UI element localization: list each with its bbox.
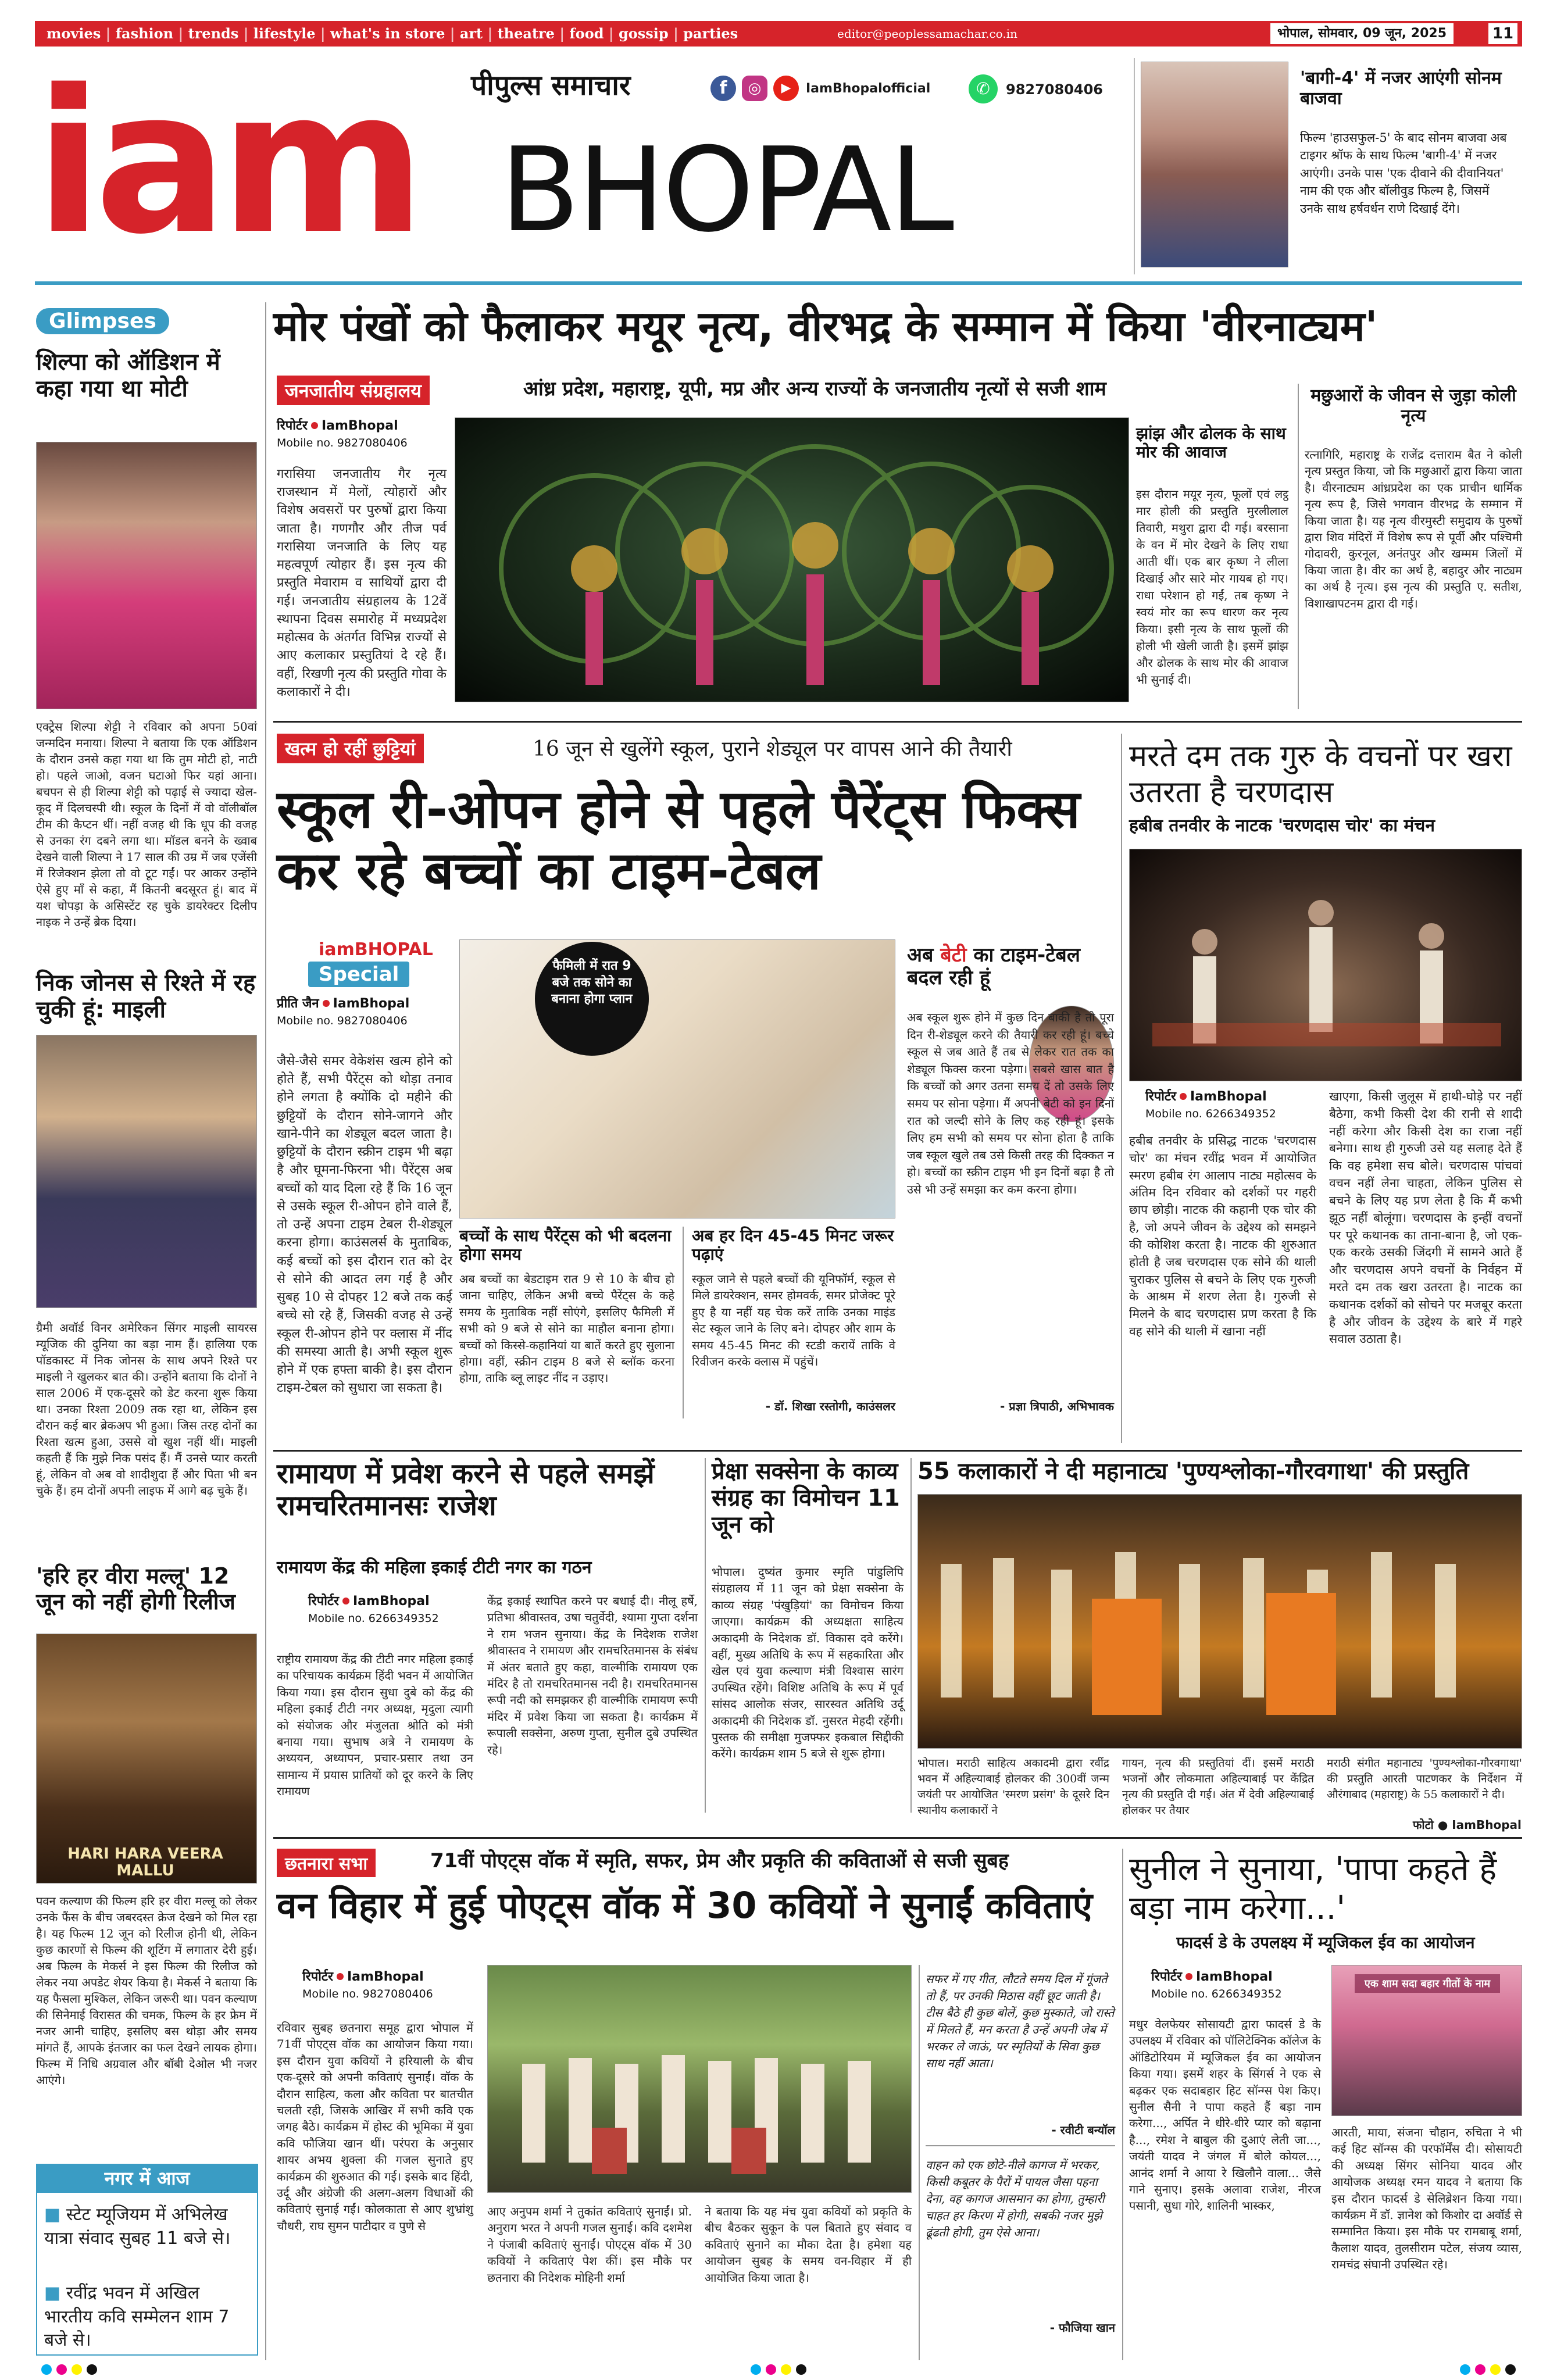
glimpse-body: पवन कल्याण की फिल्म हरि हर वीरा मल्लू को लेकर उनके फैंस के बीच जबरदस्त क्रेज देखने को मिल रहा है। यह फिल्म 12 जून को रिलीज होनी थी, लेकिन कुछ कारणों से फिल्म की शूटिंग में लगातार देरी हुई। अब फिल्म के मेकर्स ने इस फिल्म की रिलीज को लेकर नया अपडेट शेयर किया है। मेकर्स ने बताया कि यह फैसला मुश्किल, लेकिन जरूरी था। पवन कल्याण की सिनेमाई विरासत की चमक, फिल्म के हर फ्रेम में नजर आनी चाहिए, इसलिए बस थोड़ा और समय मांगते हैं, आपके इंतजार का फल देखने लायक होगा। फिल्म में निधि अग्रवाल और बॉबी देओल भी नजर आएंगे।	[36, 1894, 257, 2087]
lead-byline: रिपोर्टर IamBhopal Mobile no. 9827080406	[277, 419, 408, 449]
charandas-body: हबीब तनवीर के प्रसिद्ध नाटक 'चरणदास चोर' का मंचन रवींद्र भवन में आयोजित स्मरण हबीब रंग आलाप नाट्य महोत्सव के अंतिम दिन रविवार को दर्शकों पर गहरी छाप छोड़ी। नाटक की कहानी एक चोर की है, जो अपने जीवन के उद्देश्य को समझने की कोशिश करता है। नाटक की शुरुआत होती है जब चरणदास एक सोने की थाली चुराकर पुलिस से बचने के लिए एक गुरुजी के आश्रम में शरण लेता है। गुरुजी से मिलने के बाद चरणदास प्रण करता है कि वह सोने की थाली में खाना नहीं	[1129, 1134, 1316, 1338]
column-divider	[705, 1458, 706, 1813]
lead-headline: मोर पंखों को फैलाकर मयूर नृत्य, वीरभद्र के सम्मान में किया 'वीरनाट्यम'	[273, 302, 1378, 351]
instagram-icon[interactable]: ◎	[742, 76, 767, 101]
punyashloka-text: मराठी संगीत महानाट्य 'पुण्यश्लोका-गौरवगाथा' की प्रस्तुति आरती पाटणकर के निर्देशन में औरंगाबाद (महाराष्ट्र) के 55 कलाकारों ने दी।	[1327, 1757, 1522, 1801]
section-tag: जनजातीय संग्रहालय	[277, 376, 430, 405]
side-head: झांझ और ढोलक के साथ मोर की आवाज	[1136, 424, 1286, 462]
box-signature: - डॉ. शिखा रस्तोगी, काउंसलर	[765, 1399, 895, 1413]
teaser-title: 'बागी-4' में नजर आएंगी सोनम बाजवा	[1300, 68, 1502, 109]
nav-item[interactable]: movies	[47, 25, 101, 42]
poem-signature: - रवीटी बन्यॉल	[1051, 2123, 1115, 2137]
nav-item[interactable]: lifestyle	[253, 25, 316, 42]
column-divider	[910, 1458, 912, 1813]
school-kicker: 16 जून से खुलेंगे स्कूल, पुराने शेड्यूल पर वापस आने की तैयारी	[533, 737, 1012, 761]
punyashloka-text: भोपाल। मराठी साहित्य अकादमी द्वारा रवींद्र भवन में अहिल्याबाई होलकर की 300वीं जन्म जयंती पर आयोजित 'स्मरण प्रसंग' के दूसरे दिन स्थानीय कलाकारों ने	[917, 1757, 1109, 1817]
logo-iam: iam	[35, 48, 418, 278]
nav-item[interactable]: fashion	[115, 25, 174, 42]
social-handle[interactable]: IamBhopalofficial	[806, 81, 931, 96]
sunil-body: मधुर वेलफेयर सोसायटी द्वारा फादर्स डे के उपलक्ष्य में रविवार को पॉलिटेक्निक कॉलेज के ऑडिटोरियम में म्यूजिकल ईव का आयोजन किया गया। इसमें शहर के सिंगर्स ने एक से बढ़कर एक सदाबहार हिट सॉन्ग्स पेश किए। सुनील सैनी ने पापा कहते हैं बड़ा नाम करेगा..., अर्पित ने धीरे-धीरे प्यार को बढ़ाना है..., रमेश ने बाबुल की दुआएं लेती जा..., जयंती यादव ने जंगल में बोले कोयल..., आनंद शर्मा ने आया रे खिलौने वाला... जैसे गाने सुनाए। इसके अलावा राजेश, नीरज पसानी, सुधा गोरे, शालिनी भास्कर,	[1129, 2017, 1321, 2213]
page-number: 11	[1488, 23, 1517, 44]
bullet-icon: ■	[44, 2204, 66, 2225]
teaser-photo	[1141, 62, 1288, 267]
stage-ensemble	[917, 1494, 1522, 1749]
charandas-headline: मरते दम तक गुरु के वचनों पर खरा उतरता है चरणदास	[1129, 739, 1512, 810]
box-body: स्कूल जाने से पहले बच्चों की यूनिफॉर्म, स्कूल से मिले डायरेक्शन, समर होमवर्क, समर प्रोजेक्ट पूरे हुए है या नहीं यह चेक करें ताकि उनका माइंड सेट स्कूल जाने के लिए बने। दोपहर और शाम के समय 45-45 मिनट की स्टडी करायें ताकि वे रिवीजन करके क्लास में पहुंचें।	[692, 1272, 895, 1368]
email-link[interactable]: editor@peoplessamachar.co.in	[837, 27, 1017, 41]
school-body: जैसे-जैसे समर वेकेशंस खत्म होने को होते हैं, सभी पैरेंट्स को थोड़ा तनाव होने लगता है क्योंकि दो महीने की छुट्टियों के दौरान सोने-जागने और खाने-पीने का शेड्यूल बदल जाता है। छुट्टियों के दौरान स्क्रीन टाइम भी बढ़ा है और घूमना-फिरना भी। पैरेंट्स अब बच्चों को याद दिला रहे हैं कि 16 जून से उसके स्कूल री-ओपन होने वाले हैं, तो उन्हें अपना टाइम टेबल री-शेड्यूल करना होगा। काउंसलर्स के मुताबिक, कई बच्चों को इस दौरान रात को देर से सोने की आदत लग गई है और सुबह 10 से दोपहर 12 बजे तक कई बच्चे सो रहे हैं, जिसकी वजह से उन्हें स्कूल री-ओपन होने पर क्लास में नींद की समस्या आती है। अभी स्कूल शुरू होने में एक हफ्ता बाकी है। इस दौरान टाइम-टेबल को सुधारा जा सकता है।	[277, 1054, 452, 1396]
whatsapp-icon[interactable]: ✆	[969, 74, 998, 103]
color-registration-bar	[35, 2364, 1522, 2375]
lead-subhead: आंध्र प्रदेश, महाराष्ट्र, यूपी, मप्र और अन्य राज्यों के जनजातीय नृत्यों से सजी शाम	[523, 377, 1106, 401]
poem-signature: - फौजिया खान	[1049, 2321, 1115, 2335]
special-label: Special	[308, 962, 409, 987]
column-divider	[1122, 1849, 1123, 2360]
event-banner: एक शाम सदा बहार गीतों के नाम	[1355, 1974, 1500, 1993]
brand-name: पीपुल्स समाचार	[471, 69, 631, 102]
glimpse-title: निक जोनस से रिश्ते में रह चुकी हूं: माइली	[36, 970, 256, 1023]
nav-item[interactable]: theatre	[497, 25, 555, 42]
city-today-label: नगर में आज	[36, 2164, 258, 2193]
box-body: अब बच्चों का बेडटाइम रात 9 से 10 के बीच हो जाना चाहिए, लेकिन अभी बच्चे पैरेंट्स के कहे समय के मुताबिक नहीं सोएंगे, इसलिए फैमिली में सभी को 9 बजे से सोने का माहौल बनाना होगा। बच्चों को किस्से-कहानियां या बातें करते हुए सुलाना होगा। वहीं, स्क्रीन टाइम 8 बजे से ब्लॉक करना होगा, ताकि ब्लू लाइट नींद न उड़ाए।	[459, 1272, 674, 1385]
masthead-rule	[35, 281, 1522, 285]
poets-body: आए अनुपम शर्मा ने तुकांत कविताएं सुनाईं। प्रो. अनुराग भरत ने अपनी गजल सुनाई। कवि दशमेश ने पंजाबी कविताएं सुनाईं। पोएट्स वॉक में 30 कवियों ने कविताएं पेश कीं। इस मौके पर छतनारा की निदेशक मोहिनी शर्मा	[487, 2204, 692, 2285]
poets-group	[487, 1965, 912, 2193]
glimpse-body: ग्रैमी अवॉर्ड विनर अमेरिकन सिंगर माइली सायरस म्यूजिक की दुनिया का बड़ा नाम हैं। हालिया एक पॉडकास्ट में निक जोनस के साथ अपने रिश्ते पर माइली ने खुलकर बात की। उन्होंने बताया कि दोनों ने साल 2006 में एक-दूसरे को डेट करना शुरू किया था। उनका रिश्ता 2009 तक रहा था, लेकिन इस दौरान कई बार ब्रेकअप भी हुआ। जिस तरह दोनों का रिश्ता खत्म हुआ, उससे वो खुश नहीं थीं। माइली कहती हैं कि मुझे निक पसंद हैं। मैं उनसे प्यार करती हूं, लेकिन वो अब वो शादीशुदा हैं और पिता भी बन चुके हैं। हम दोनों अपनी लाइफ में आगे बढ़ चुके हैं।	[36, 1321, 257, 1498]
punyashloka-headline: 55 कलाकारों ने दी महानाट्य 'पुण्यश्लोका-गौरवगाथा' की प्रस्तुति	[917, 1458, 1469, 1485]
charandas-subhead: हबीब तनवीर के नाटक 'चरणदास चोर' का मंचन	[1129, 816, 1435, 836]
poem: वाहन को एक छोटे-नीले कागज में भरकर, किसी कबूतर के पैरों में पायल जैसा पहना देना, वह कागज आसमान का होगा, तुम्हारी चाहत हर किरण में होगी, सबकी नजर मुझे ढूंढती होगी, तुम ऐसे आना।	[926, 2158, 1105, 2239]
side-body: इस दौरान मयूर नृत्य, फूलों एवं लट्ठ मार होली की प्रस्तुति मुरलीलाल तिवारी, मथुरा द्वारा दी गई। बरसाना के वन में मोर देखने के लिए राधा आती थीं। एक बार कृष्ण ने लीला दिखाई और सारे मोर गायब हो गए। राधा परेशान हो गईं, तब कृष्ण ने स्वयं मोर का रूप धारण कर नृत्य किया। इसी नृत्य के साथ फूलों की होली भी खेली जाती है। इसमें झांझ और ढोलक के साथ मोर की आवाज भी सुनाई दी।	[1136, 487, 1288, 687]
box-head: बच्चों के साथ पैरेंट्स को भी बदलना होगा समय	[459, 1226, 672, 1264]
koli-body: रत्नागिरि, महाराष्ट्र के राजेंद्र दत्ताराम बैत ने कोली नृत्य प्रस्तुत किया, जो कि मछुआरों द्वारा किया जाता है। वीरनाट्यम आंध्रप्रदेश का एक प्राचीन धार्मिक नृत्य रूप है, जिसे भगवान वीरभद्र के सम्मान में किया जाता है। यह नृत्य वीरमुस्टी समुदाय के पुरुषों द्वारा शिव मंदिरों में विशेष रूप से पूर्वी और पश्चिमी गोदावरी, कुरनूल, अनंतपुर और खम्मम जिलों में किया जाता है। वीर का अर्थ है, बहादुर और नाट्यम का अर्थ है नृत्य। इस नृत्य की प्रस्तुति ए. सतीश, विशाखापटनम द्वारा दी गई।	[1305, 448, 1522, 610]
poem: सफर में गए गीत, लौटते समय दिल में गूंजते तो हैं, पर उनकी मिठास वहीं छूट जाती है। टीस बैठे ही कुछ बोलें, कुछ मुस्काते, जो रास्ते में मिलते हैं, मन करता है उन्हें अपनी जेब में भरकर ले जाऊं, पर स्मृतियों के सिवा कुछ साथ नहीं आता।	[926, 1972, 1115, 2070]
section-tag: खत्म हो रहीं छुट्टियां	[277, 734, 424, 763]
koli-head: मछुआरों के जीवन से जुड़ा कोली नृत्य	[1310, 385, 1516, 426]
daughter-head: अब बेटी का टाइम-टेबल बदल रही हूं	[907, 944, 1080, 990]
lead-body: गरासिया जनजातीय गैर नृत्य राजस्थान में मेलों, त्योहारों और विशेष अवसरों पर पुरुषों द्वारा किया जाता है। गणगौर और तीज पर्व गरासिया जनजाति के लिए यह महत्वपूर्ण त्योहार हैं। इस नृत्य की प्रस्तुति मेवाराम व साथियों द्वारा दी गई। जनजातीय संग्रहालय के 12वें स्थापना दिवस समारोह में मध्यप्रदेश महोत्सव के अंतर्गत विभिन्न राज्यों से आए कलाकार प्रस्तुतियां दे रहे हैं। वहीं, रिखणी नृत्य की प्रस्तुति गोवा के कलाकारों ने दी।	[277, 467, 447, 699]
logo-city: BHOPAL	[500, 123, 952, 258]
column-divider	[919, 1965, 920, 2360]
preksha-headline: प्रेक्षा सक्सेना के काव्य संग्रह का विमोचन 11 जून को	[712, 1458, 900, 1538]
preksha-body: भोपाल। दुष्यंत कुमार स्मृति पांडुलिपि संग्रहालय में 11 जून को प्रेक्षा सक्सेना के काव्य संग्रह 'पंखुड़ियां' का विमोचन किया जाएगा। कार्यक्रम की अध्यक्षता साहित्य अकादमी के निदेशक डॉ. विकास दवे करेंगे। वहीं, मुख्य अतिथि के रूप में सहकारिता और खेल एवं युवा कल्याण मंत्री विश्वास सारंग उपस्थित रहेंगे। विशिष्ट अतिथि के रूप में पूर्व सांसद आलोक संजर, सारस्वत अतिथि उर्दू अकादमी की निदेशक डॉ. नुसरत मेहदी रहेंगी। पुस्तक की समीक्षा मुजफ्फर इकबाल सिद्दीकी करेंगे। कार्यक्रम शाम 5 बजे से शुरू होगा।	[712, 1565, 904, 1761]
nav-item[interactable]: gossip	[618, 25, 669, 42]
teaser-body: फिल्म 'हाउसफुल-5' के बाद सोनम बाजवा अब टाइगर श्रॉफ के साथ फिल्म 'बागी-4' में नजर आएंगी। उनके पास 'एक दीवाने की दीवानियत' नाम की एक और बॉलीवुड फिल्म है, जिसमें उनके साथ हर्षवर्धन राणे दिखाई देंगे।	[1300, 131, 1507, 216]
column-divider	[1121, 734, 1122, 1443]
glimpse-title: शिल्पा को ऑडिशन में कहा गया था मोटी	[36, 349, 220, 402]
school-headline: स्कूल री-ओपन होने से पहले पैरेंट्स फिक्स कर रहे बच्चों का टाइम-टेबल	[277, 779, 1080, 902]
punyashloka-text: गायन, नृत्य की प्रस्तुतियां दीं। इसमें मराठी भजनों और लोकमाता अहिल्याबाई पर केंद्रित नृत्य की प्रस्तुति दी गई। अंत में देवी अहिल्याबाई होलकर पर तैयार	[1122, 1757, 1314, 1817]
special-logo: iamBHOPAL	[319, 939, 433, 960]
callout-text: फैमिली में रात 9 बजे तक सोने का बनाना होगा प्लान	[551, 959, 633, 1007]
daughter-body: अब स्कूल शुरू होने में कुछ दिन बाकी है तो पूरा दिन री-शेड्यूल करने की तैयारी कर रही हूं। बच्चे स्कूल से जब आते हैं तब से लेकर रात तक का शेड्यूल फिक्स करना पड़ेगा। सबसे खास बात है कि बच्चों को अगर उतना समय दें तो उसके लिए समय पर सोना पड़ेगा। मैं अपनी बेटी को इन दिनों रात को जल्दी सोने के लिए कह रही हूं। इसके लिए हम सभी को समय पर सोना होता है ताकि जब स्कूल खुले तब उसे किसी तरह की दिक्कत न हो। बच्चों का स्क्रीन टाइम भी इन दिनों बढ़ा है तो उसे भी उन्हें समझा कर कम करना होगा।	[907, 1010, 1114, 1196]
ramayan-byline: रिपोर्टर IamBhopal Mobile no. 6266349352	[308, 1594, 439, 1625]
section-rule	[273, 721, 1522, 723]
sunil-subhead: फादर्स डे के उपलक्ष्य में म्यूजिकल ईव का आयोजन	[1176, 1933, 1475, 1952]
dateline: भोपाल, सोमवार, 09 जून, 2025	[1270, 23, 1454, 44]
glimpse-body: एक्ट्रेस शिल्पा शेट्टी ने रविवार को अपना 50वां जन्मदिन मनाया। शिल्पा ने बताया कि एक ऑडिशन के दौरान उनसे कहा गया था कि तुम मोटी हो, नाटी हो। पहले जाओ, वजन घटाओ फिर यहां आना। बचपन से ही शिल्पा शेट्टी को पढ़ाई से ज्यादा खेल-कूद में दिलचस्पी थी। स्कूल के दिनों में वो वॉलीबॉल टीम की कैप्टन थीं। नहीं वजह थी कि धूप की वजह से उनका रंग दबने लगा था। मॉडल बनने के ख्वाब देखने वाली शिल्पा ने 17 साल की उम्र में जब एजेंसी में रिजेक्शन झेला तो वो टूट गईं। पर आकर उन्होंने ऐसे हुए माँ से कहा, मैं कितनी बदसूरत हूं। बाद में यश चोपड़ा के असिस्टेंट रह चुके डायरेक्टर दिलीप नाइक ने उन्हें ब्रेक दिया।	[36, 720, 257, 929]
ramayan-body: राष्ट्रीय रामायण केंद्र की टीटी नगर महिला इकाई का परिचायक कार्यक्रम हिंदी भवन में आयोजित किया गया। इस दौरान सुधा दुबे को केंद्र की महिला इकाई टीटी नगर अध्यक्ष, मृदुला त्यागी को संयोजक और मंजुलता श्रोति को मंत्री बनाया गया। सुभाष अत्रे ने रामायण के अध्ययन, अध्यापन, प्रचार-प्रसार तथा उन सामान्य में प्रयास प्रातियों को दूर करने के लिए रामायण	[277, 1652, 473, 1799]
column-divider	[1298, 384, 1299, 709]
charandas-byline: रिपोर्टर IamBhopal Mobile no. 6266349352	[1145, 1089, 1276, 1120]
nav-item[interactable]: art	[459, 25, 483, 42]
ramayan-body: केंद्र इकाई स्थापित करने पर बधाई दी। नीलू हर्षे, प्रतिभा श्रीवास्तव, उषा चतुर्वेदी, श्यामा गुप्ता दर्शना ने राम भजन सुनाया। केंद्र के निदेशक राजेश श्रीवास्तव ने रामायण और रामचरितमानस के संबंध में अंतर बताते हुए कहा, वाल्मीकि रामायण एक मंदिर है तो रामचरितमानस नदी है। रामचरितमानस रूपी नदी को समझकर ही वाल्मीकि रामायण रूपी मंदिर में प्रवेश किया जा सकता है। कार्यक्रम में रूपाली सक्सेना, अरुण गुप्ता, सुनील दुबे उपस्थित रहे।	[487, 1594, 698, 1757]
poets-byline: रिपोर्टर IamBhopal Mobile no. 9827080406	[302, 1970, 433, 2000]
ramayan-headline: रामायण में प्रवेश करने से पहले समझें रामचरितमानसः राजेश	[277, 1457, 655, 1523]
box-head: अब हर दिन 45-45 मिनट जरूर पढ़ाएं	[692, 1226, 894, 1264]
sunil-headline: सुनील ने सुनाया, 'पापा कहते हैं बड़ा नाम करेगा...'	[1129, 1850, 1497, 1928]
glimpse-title: 'हरि हर वीरा मल्लू' 12 जून को नहीं होगी रिलीज	[36, 1563, 235, 1614]
nav-item[interactable]: parties	[683, 25, 738, 42]
poets-kicker: 71वीं पोएट्स वॉक में स्मृति, सफर, प्रेम और प्रकृति की कविताओं से सजी सुबह	[430, 1849, 1009, 1872]
ramayan-subhead: रामायण केंद्र की महिला इकाई टीटी नगर का गठन	[277, 1557, 592, 1578]
section-tag: छतनारा सभा	[277, 1849, 376, 1877]
poets-body: रविवार सुबह छतनारा समूह द्वारा भोपाल में 71वीं पोएट्स वॉक का आयोजन किया गया। इस दौरान युवा कवियों ने हरियाली के बीच एक-दूसरे को अपनी कविताएं सुनाईं। वॉक के दौरान साहित्य, कला और कविता पर बातचीत चलती रही, जिसके आखिर में सभी कवि एक जगह बैठे। कार्यक्रम में होस्ट की भूमिका में युवा कवि फौजिया खान थीं। परंपरा के अनुसार शायर अभय शुक्ला की गजल सुनाते हुए कार्यक्रम की शुरुआत की गई। इसके बाद हिंदी, उर्दू और अंग्रेजी की अलग-अलग विधाओं की कविताएं सुनाई गईं। कोलकाता से आए शुभ्रांशु चौधरी, राघ सुमन पाटीदार व पुणे से	[277, 2021, 473, 2233]
school-byline: प्रीति जैन IamBhopal Mobile no. 9827080406	[277, 996, 410, 1027]
peacock-dance-photo	[455, 417, 1129, 702]
bullet-icon: ■	[44, 2283, 66, 2303]
list-item: ■ स्टेट म्यूजियम में अभिलेख यात्रा संवाद सुबह 11 बजे से।	[44, 2204, 231, 2249]
facebook-icon[interactable]: f	[710, 76, 736, 101]
nav-item[interactable]: trends	[188, 25, 239, 42]
stage-figures	[1129, 849, 1522, 1081]
masthead-phone[interactable]: 9827080406	[1006, 81, 1103, 98]
top-nav: movies | fashion | trends | lifestyle | what's in store | art | theatre | food | gossip | parties	[47, 25, 738, 42]
daughter-signature: - प्रज्ञा त्रिपाठी, अभिभावक	[1000, 1399, 1114, 1413]
poets-headline: वन विहार में हुई पोएट्स वॉक में 30 कवियों ने सुनाईं कविताएं	[277, 1884, 1093, 1927]
nav-item[interactable]: food	[569, 25, 604, 42]
glimpses-label: Glimpses	[36, 308, 169, 334]
column-divider	[265, 302, 266, 2360]
poets-body: ने बताया कि यह मंच युवा कवियों को प्रकृति के बीच बैठकर सुकून के पल बिताते हुए संवाद व कविताएं सुनाने का मौका देता है। हमेशा यह आयोजन सुबह के समय वन-विहार में ही आयोजित किया जाता है।	[705, 2204, 912, 2285]
sunil-byline: रिपोर्टर IamBhopal Mobile no. 6266349352	[1151, 1970, 1282, 2000]
poster-title: HARI HARA VEERA MALLU	[67, 1845, 223, 1879]
glimpse-photo	[36, 1035, 257, 1308]
youtube-icon[interactable]: ▶	[773, 76, 799, 101]
glimpse-photo	[36, 442, 257, 709]
photo-credit: फोटो ● IamBhopal	[1413, 1818, 1522, 1832]
sunil-body: आरती, माया, संजना चौहान, रुचिता ने भी कई हिट सॉन्ग्स की परफॉर्मेंस दी। सोसायटी की अध्यक्ष सिंगर सोनिया यादव और आयोजक अध्यक्ष रमन यादव ने बताया कि इस दौरान फादर्स डे सेलिब्रेशन किया गया। कार्यक्रम में डॉ. ज्ञानेश को किशोर दा अवॉर्ड से सम्मानित किया। इस मौके पर रामबाबू शर्मा, कैलाश यादव, तुलसीराम पटेल, संजय व्यास, रामचंद्र संघानी उपस्थित रहे।	[1331, 2125, 1522, 2272]
section-rule	[273, 1450, 1522, 1452]
section-rule	[273, 1837, 1522, 1839]
nav-item[interactable]: what's in store	[330, 25, 445, 42]
column-divider	[683, 1227, 684, 1418]
poem-divider	[926, 2145, 1115, 2146]
list-item: ■ रवींद्र भवन में अखिल भारतीय कवि सम्मेलन शाम 7 बजे से।	[44, 2283, 230, 2350]
school-photo	[459, 939, 895, 1218]
charandas-body: खाएगा, किसी जुलूस में हाथी-घोड़े पर नहीं बैठेगा, कभी किसी देश की रानी से शादी नहीं करेगा और किसी देश का राजा नहीं बनेगा। साथ ही गुरुजी उसे यह सलाह देते हैं कि वह हमेशा सच बोले। चरणदास पांचवां वचन नहीं लेना चाहता, लेकिन पुलिस से बचने के लिए यह प्रण लेता है कि मैं कभी झूठ नहीं बोलूंगा। चरणदास के इन्हीं वचनों पर पूरे कथानक का ताना-बाना है, जो एक-एक करके उसकी जिंदगी में सामने आते हैं और चरणदास अपने वचनों के निर्वहन में मरते दम तक खरा उतरता है। नाटक का कथानक दर्शकों को सोचने पर मजबूर करता है और जीवन के उद्देश्य के बारे में गहरे सवाल उठाता है।	[1329, 1089, 1522, 1346]
